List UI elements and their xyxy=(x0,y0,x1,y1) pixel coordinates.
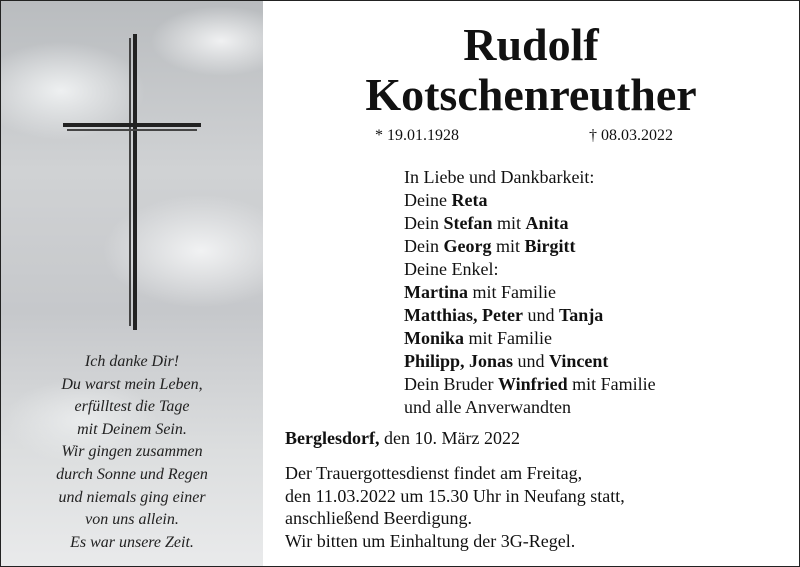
mourner-line: Dein Stefan mit Anita xyxy=(404,213,569,233)
mourner-line: Monika mit Familie xyxy=(404,328,553,348)
poem-line: Ich danke Dir! xyxy=(84,353,180,370)
service-line: anschließend Beerdigung. xyxy=(285,508,472,529)
birth-date: * 19.01.1928 xyxy=(375,127,459,144)
death-date: † 08.03.2022 xyxy=(589,127,673,144)
deceased-first-name: Rudolf xyxy=(463,19,599,70)
sky-background-panel xyxy=(1,1,263,566)
service-line: den 11.03.2022 um 15.30 Uhr in Neufang statt, xyxy=(285,485,625,506)
mourner-line: Deine Reta xyxy=(404,190,488,210)
mourner-line: Philipp, Jonas und Vincent xyxy=(404,351,609,371)
poem-line: von uns allein. xyxy=(85,511,179,529)
mourner-line: und alle Anverwandten xyxy=(404,397,571,417)
service-line: Wir bitten um Einhaltung der 3G-Regel. xyxy=(285,531,576,552)
mourner-line: Matthias, Peter und Tanja xyxy=(404,305,604,325)
place-name: Berglesdorf, xyxy=(285,428,380,448)
poem-line: Wir gingen zusammen xyxy=(61,443,203,461)
mourner-line: Deine Enkel: xyxy=(404,259,499,279)
poem-line: durch Sonne und Regen xyxy=(56,465,208,483)
mourner-line: Dein Georg mit Birgitt xyxy=(404,236,576,256)
poem-line: Du warst mein Leben, xyxy=(61,375,203,393)
notice-date: den 10. März 2022 xyxy=(379,428,520,448)
cross-icon xyxy=(1,1,263,341)
poem xyxy=(1,351,263,554)
service-line: Der Trauergottesdienst findet am Freitag, xyxy=(285,463,583,483)
poem-line: und niemals ging einer xyxy=(58,488,206,506)
place-date xyxy=(285,427,520,450)
funeral-service-info xyxy=(285,462,625,553)
poem-line: mit Deinem Sein. xyxy=(77,420,187,438)
deceased-last-name: Kotschenreuther xyxy=(365,69,697,120)
mourners-list xyxy=(404,166,656,419)
poem-line: erfülltest die Tage xyxy=(74,398,190,416)
mourners-intro: In Liebe und Dankbarkeit: xyxy=(404,167,595,187)
mourner-line: Martina mit Familie xyxy=(404,282,556,302)
mourner-line: Dein Bruder Winfried mit Familie xyxy=(404,374,656,394)
poem-line: Es war unsere Zeit. xyxy=(70,533,194,551)
